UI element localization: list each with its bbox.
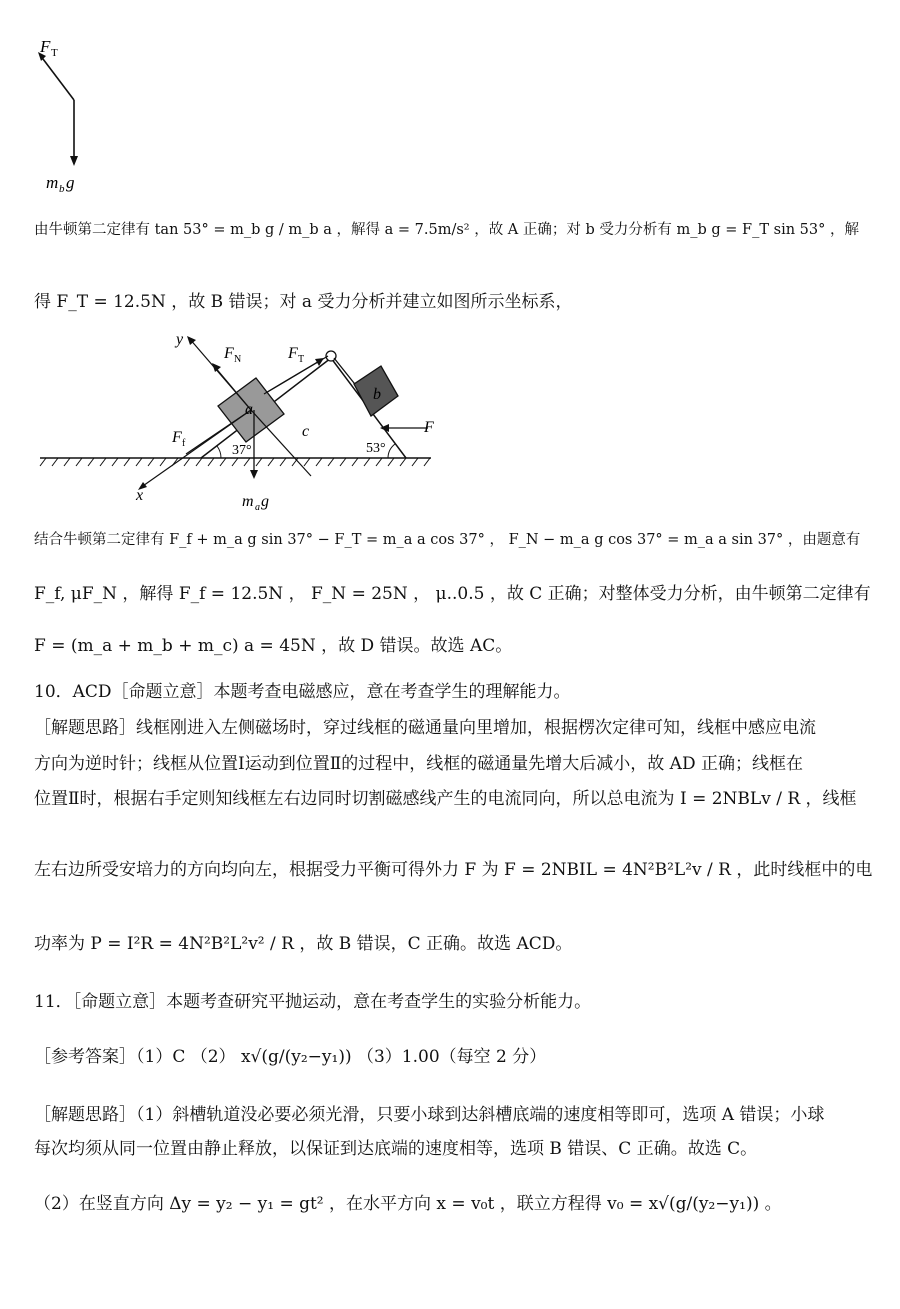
fn-sub: N (234, 354, 242, 365)
line-1: 由牛顿第二定律有 tan 53° = m_b g / m_b a ，解得 a = 7.5m/s² ，故 A 正确；对 b 受力分析有 m_b g = F_T sin 53° ，解 (34, 222, 859, 238)
x-axis-label: x (136, 487, 144, 504)
angle-53-label: 53° (366, 441, 386, 456)
ft-sub-2: T (298, 354, 305, 365)
block-a-label: a (245, 401, 253, 418)
line-3: 结合牛顿第二定律有 F_f + m_a g sin 37° − F_T = m_a a cos 37° ， F_N − m_a g cos 37° = m_a a sin 37° ，由题意有 (34, 532, 861, 548)
line-7: ［解题思路］线框刚进入左侧磁场时，穿过线框的磁通量向里增加，根据楞次定律可知，线框中感应电流 (34, 718, 816, 738)
ft-subscript: T (51, 47, 58, 59)
line-5: F = (m_a + m_b + m_c) a = 45N ，故 D 错误。故选 AC。 (34, 636, 513, 656)
weight-a-sub: a (255, 502, 260, 513)
line-8: 方向为逆时针；线框从位置Ⅰ运动到位置Ⅱ的过程中，线框的磁通量先增大后减小，故 AD 正确；线框在 (34, 754, 803, 774)
weight-subscript: b (59, 183, 65, 195)
ff-sub: f (182, 438, 186, 449)
incline-diagram (36, 326, 436, 518)
block-b-label: b (373, 386, 381, 403)
wedge-label: c (302, 423, 310, 440)
y-axis-label: y (176, 331, 184, 348)
ff-label: F (172, 429, 182, 446)
line-9: 位置Ⅱ时，根据右手定则知线框左右边同时切割磁感线产生的电流同向，所以总电流为 I = 2NBLv / R ，线框 (34, 789, 857, 809)
line-12: 11．［命题立意］本题考查研究平抛运动，意在考查学生的实验分析能力。 (34, 992, 592, 1012)
weight-g: g (66, 173, 75, 192)
ft-label-2: F (288, 345, 298, 362)
tension-diagram (30, 30, 120, 200)
line-11: 功率为 P = I²R = 4N²B²L²v² / R ，故 B 错误，C 正确。故选 ACD。 (34, 934, 573, 954)
line-2: 得 F_T = 12.5N ，故 B 错误；对 a 受力分析并建立如图所示坐标系， (34, 292, 573, 312)
line-13: ［参考答案］（1）C （2） x√(g/(y₂−y₁)) （3）1.00（每空 2 分） (34, 1047, 547, 1067)
line-16: （2）在竖直方向 Δy = y₂ − y₁ = gt² ，在水平方向 x = v₀t ，联立方程得 v₀ = x√(g/(y₂−y₁)) 。 (34, 1194, 782, 1214)
line-6: 10．ACD［命题立意］本题考查电磁感应，意在考查学生的理解能力。 (34, 682, 571, 702)
fn-label: F (224, 345, 234, 362)
weight-label: m (46, 173, 59, 192)
force-f-label: F (424, 419, 434, 436)
line-10: 左右边所受安培力的方向均向左，根据受力平衡可得外力 F 为 F = 2NBIL = 4N²B²L²v / R ，此时线框中的电 (34, 860, 873, 880)
weight-a-label: m (242, 493, 254, 510)
line-14: ［解题思路］（1）斜槽轨道没必要必须光滑，只要小球到达斜槽底端的速度相等即可，选项 A 错误；小球 (34, 1105, 825, 1125)
line-4: F_f, μF_N ，解得 F_f = 12.5N ， F_N = 25N ， μ..0.5 ，故 C 正确；对整体受力分析，由牛顿第二定律有 (34, 584, 871, 604)
line-15: 每次均须从同一位置由静止释放，以保证到达底端的速度相等，选项 B 错误、C 正确。故选 C。 (34, 1139, 758, 1159)
weight-a-g: g (261, 493, 269, 510)
angle-37-label: 37° (232, 443, 252, 458)
ft-label: F (40, 37, 51, 56)
